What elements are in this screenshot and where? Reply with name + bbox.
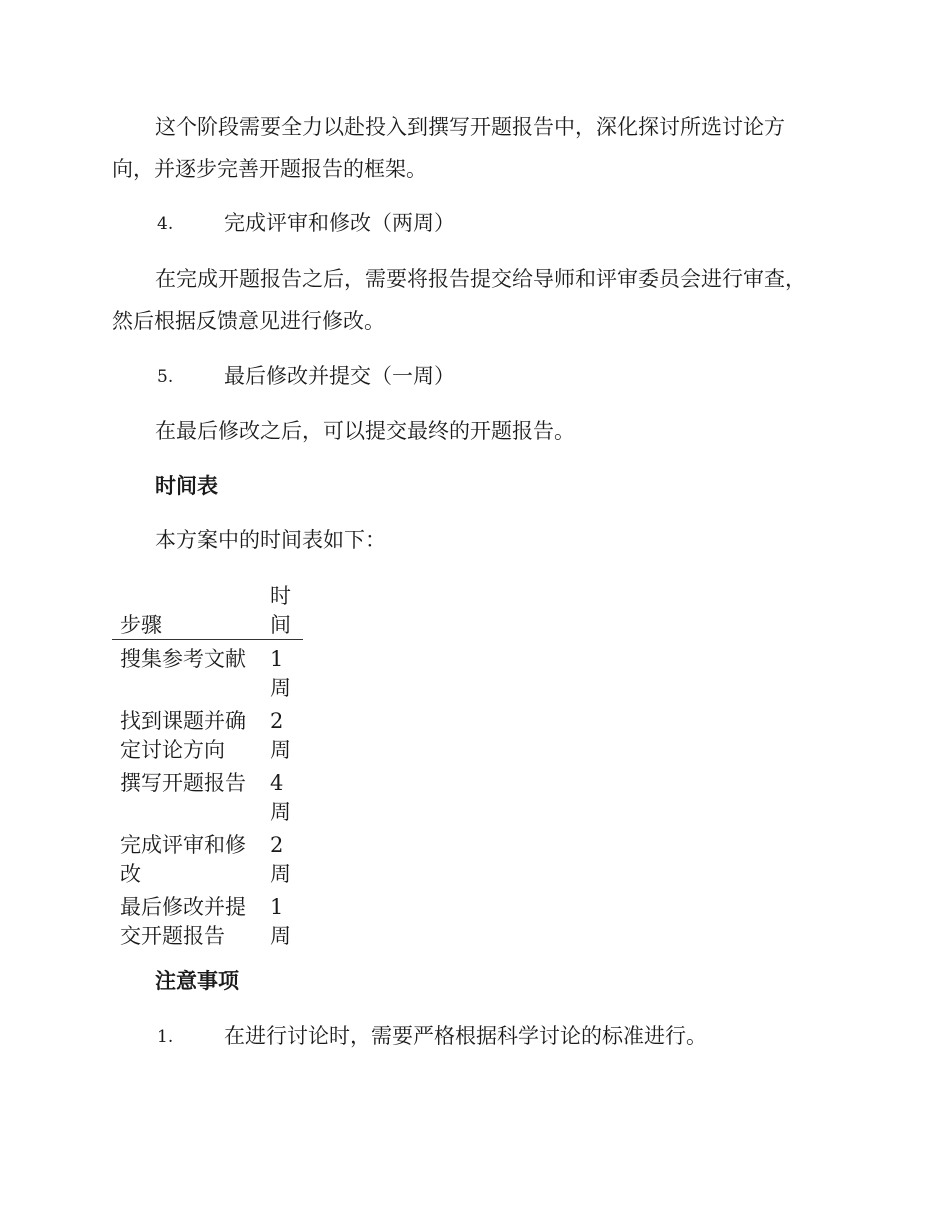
table-row <box>112 764 303 826</box>
list-item-5-text: 最后修改并提交（一周） <box>224 364 455 388</box>
list-item-5-number: 5. <box>157 367 174 387</box>
schedule-table <box>112 582 303 950</box>
table-row <box>112 702 303 764</box>
table-cell-time: 4周 <box>270 771 291 824</box>
table-header-step: 步骤 <box>120 612 162 637</box>
table-cell-step: 搜集参考文献 <box>120 647 246 671</box>
table-cell-step: 撰写开题报告 <box>120 771 246 795</box>
note-1-number: 1. <box>157 1027 174 1047</box>
paragraph-4: 本方案中的时间表如下： <box>155 528 386 552</box>
paragraph-1-line-2: 向，并逐步完善开题报告的框架。 <box>112 157 427 181</box>
table-cell-step: 最后修改并提交开题报告 <box>120 895 246 948</box>
paragraph-2-line-2: 然后根据反馈意见进行修改。 <box>112 309 385 333</box>
paragraph-1-line-1: 这个阶段需要全力以赴投入到撰写开题报告中，深化探讨所选讨论方 <box>155 115 785 139</box>
section-heading-schedule: 时间表 <box>155 473 218 498</box>
table-cell-time: 1周 <box>270 647 291 700</box>
table-row <box>112 640 303 703</box>
table-row <box>112 826 303 888</box>
list-item-4-text: 完成评审和修改（两周） <box>224 211 455 235</box>
table-header-time: 时间 <box>270 584 291 637</box>
table-row <box>112 888 303 950</box>
table-cell-step: 找到课题并确定讨论方向 <box>120 709 246 762</box>
section-heading-notes: 注意事项 <box>155 968 239 993</box>
table-cell-time: 2周 <box>270 833 291 886</box>
note-1-text: 在进行讨论时，需要严格根据科学讨论的标准进行。 <box>224 1024 707 1048</box>
table-cell-time: 2周 <box>270 709 291 762</box>
table-header-row <box>112 582 303 640</box>
table-cell-step: 完成评审和修改 <box>120 833 246 886</box>
list-item-4-number: 4. <box>157 214 174 234</box>
table-cell-time: 1周 <box>270 895 291 948</box>
paragraph-2-line-1: 在完成开题报告之后，需要将报告提交给导师和评审委员会进行审查， <box>155 267 806 291</box>
paragraph-3: 在最后修改之后，可以提交最终的开题报告。 <box>155 419 575 443</box>
